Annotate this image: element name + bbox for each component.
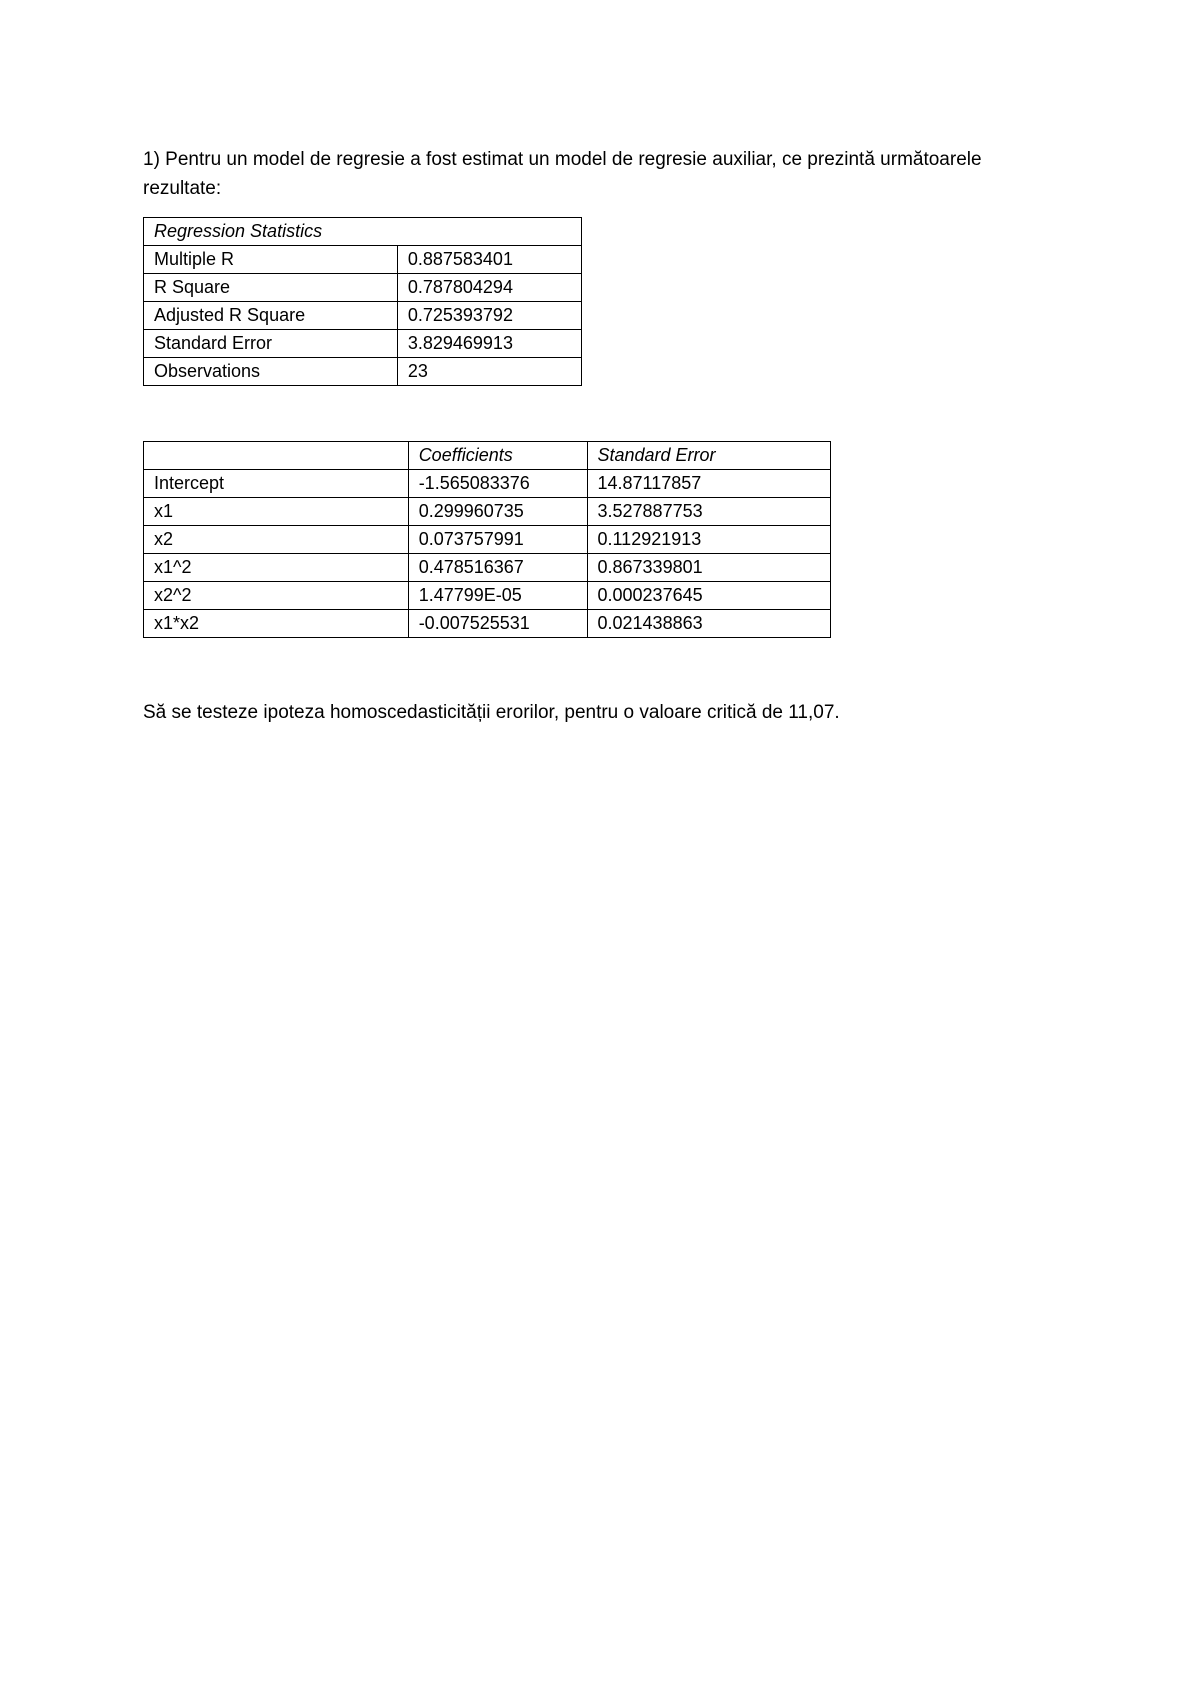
table-row	[144, 610, 831, 638]
standard-error-value: 0.000237645	[587, 582, 831, 610]
stat-value: 23	[397, 358, 581, 386]
term-name: x1*x2	[144, 610, 409, 638]
table-header-row	[144, 442, 831, 470]
term-name: Intercept	[144, 470, 409, 498]
term-name: x1	[144, 498, 409, 526]
column-header: Standard Error	[587, 442, 831, 470]
standard-error-value: 0.867339801	[587, 554, 831, 582]
standard-error-value: 3.527887753	[587, 498, 831, 526]
table-row	[144, 330, 582, 358]
stat-value: 0.787804294	[397, 274, 581, 302]
problem-question: Să se testeze ipoteza homoscedasticității erorilor, pentru o valoare critică de 11,07.	[143, 702, 840, 723]
stat-label: Adjusted R Square	[144, 302, 398, 330]
column-header	[144, 442, 409, 470]
stat-label: Observations	[144, 358, 398, 386]
standard-error-value: 0.021438863	[587, 610, 831, 638]
table-row	[144, 470, 831, 498]
stat-label: Multiple R	[144, 246, 398, 274]
table-row	[144, 218, 582, 246]
standard-error-value: 0.112921913	[587, 526, 831, 554]
table-row	[144, 526, 831, 554]
table-row	[144, 302, 582, 330]
table-title: Regression Statistics	[144, 218, 582, 246]
coefficient-value: 0.478516367	[408, 554, 587, 582]
coefficient-value: 0.299960735	[408, 498, 587, 526]
table-row	[144, 246, 582, 274]
table-row	[144, 498, 831, 526]
coefficient-value: 1.47799E-05	[408, 582, 587, 610]
stat-label: R Square	[144, 274, 398, 302]
stat-value: 3.829469913	[397, 330, 581, 358]
term-name: x2	[144, 526, 409, 554]
stat-value: 0.725393792	[397, 302, 581, 330]
table-row	[144, 554, 831, 582]
problem-intro: 1) Pentru un model de regresie a fost estimat un model de regresie auxiliar, ce prezintă următoarele rezultate:	[143, 149, 982, 199]
coefficient-value: -0.007525531	[408, 610, 587, 638]
term-name: x2^2	[144, 582, 409, 610]
coefficient-value: -1.565083376	[408, 470, 587, 498]
stat-value: 0.887583401	[397, 246, 581, 274]
table-row	[144, 582, 831, 610]
stat-label: Standard Error	[144, 330, 398, 358]
table-row	[144, 358, 582, 386]
table-row	[144, 274, 582, 302]
standard-error-value: 14.87117857	[587, 470, 831, 498]
regression-statistics-table	[143, 217, 582, 386]
column-header: Coefficients	[408, 442, 587, 470]
term-name: x1^2	[144, 554, 409, 582]
coefficient-value: 0.073757991	[408, 526, 587, 554]
coefficients-table	[143, 441, 831, 638]
